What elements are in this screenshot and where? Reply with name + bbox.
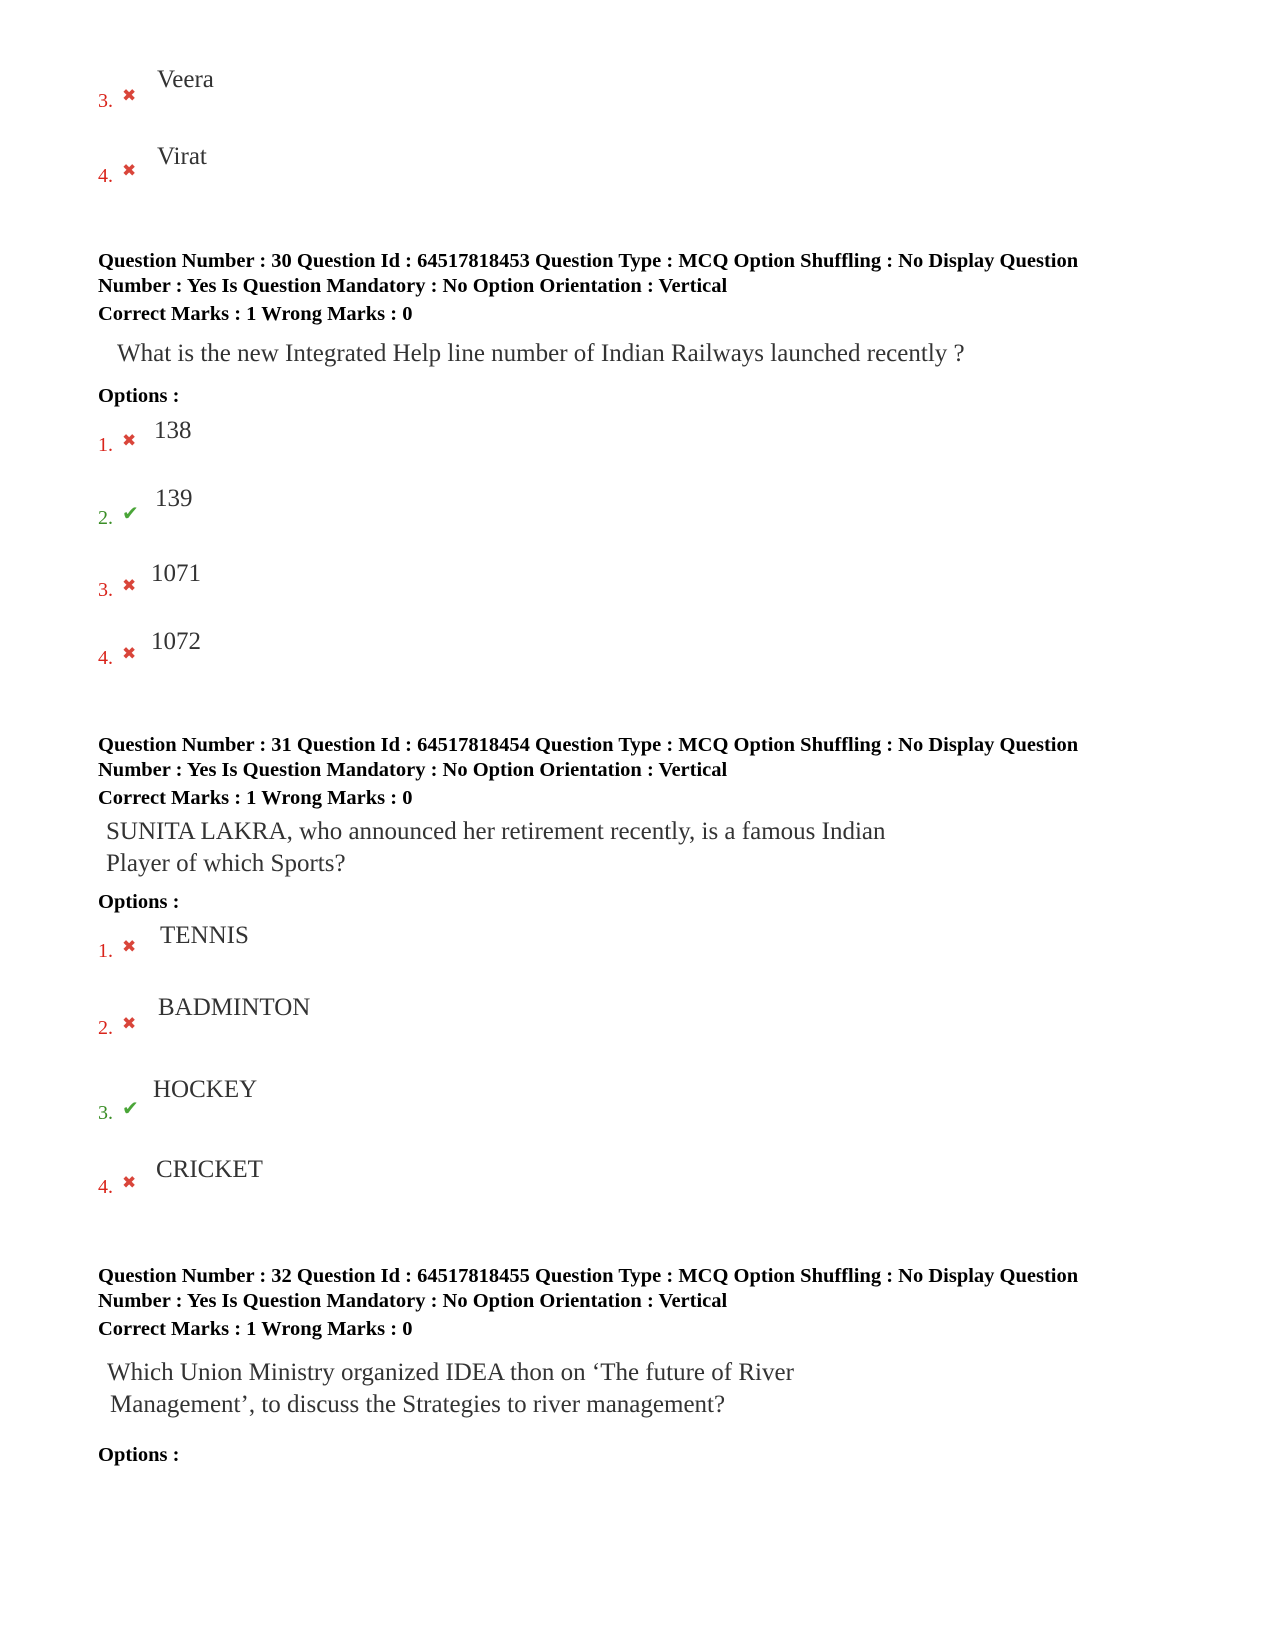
option-number: 3. (98, 90, 113, 112)
option-text: Veera (157, 66, 214, 93)
cross-icon: ✖ (122, 644, 137, 664)
cross-icon: ✖ (122, 1014, 137, 1034)
question-meta-line: Number : Yes Is Question Mandatory : No Option Orientation : Vertical (98, 759, 728, 781)
option-number: 4. (98, 165, 113, 187)
check-icon: ✔ (122, 1096, 139, 1120)
option-text: BADMINTON (158, 994, 311, 1021)
option-number: 2. (98, 1017, 113, 1039)
cross-icon: ✖ (122, 431, 137, 451)
question-text-line: Management’, to discuss the Strategies to river management? (110, 1391, 726, 1418)
option-number: 4. (98, 647, 113, 669)
option-text: 139 (155, 485, 193, 512)
question-text (107, 1357, 794, 1421)
cross-icon: ✖ (122, 576, 137, 596)
option-number: 1. (98, 434, 113, 456)
option-text: 138 (154, 417, 192, 444)
option-number: 4. (98, 1176, 113, 1198)
question-meta (98, 1264, 1078, 1314)
question-text-line: Player of which Sports? (106, 850, 346, 877)
question-meta-line: Question Number : 30 Question Id : 64517818453 Question Type : MCQ Option Shuffling : No Display Question (98, 250, 1079, 272)
option-number: 2. (98, 507, 113, 529)
cross-icon: ✖ (122, 86, 137, 106)
question-text-line: What is the new Integrated Help line number of Indian Railways launched recently ? (117, 340, 965, 367)
option-text: 1072 (151, 628, 201, 655)
cross-icon: ✖ (122, 161, 137, 181)
option-number: 3. (98, 1102, 113, 1124)
marks-info: Correct Marks : 1 Wrong Marks : 0 (98, 1318, 413, 1340)
question-text-line: Which Union Ministry organized IDEA thon on ‘The future of River (107, 1359, 794, 1386)
question-meta (98, 733, 1078, 783)
question-meta-line: Number : Yes Is Question Mandatory : No Option Orientation : Vertical (98, 275, 728, 297)
option-text: 1071 (151, 560, 201, 587)
options-label: Options : (98, 385, 180, 407)
cross-icon: ✖ (122, 1173, 137, 1193)
question-meta (98, 249, 1078, 299)
question-meta-line: Question Number : 32 Question Id : 64517818455 Question Type : MCQ Option Shuffling : No Display Question (98, 1265, 1079, 1287)
question-text-line: SUNITA LAKRA, who announced her retirement recently, is a famous Indian (106, 818, 886, 845)
option-text: TENNIS (160, 922, 249, 949)
options-label: Options : (98, 1444, 180, 1466)
marks-info: Correct Marks : 1 Wrong Marks : 0 (98, 303, 413, 325)
check-icon: ✔ (122, 501, 139, 525)
cross-icon: ✖ (122, 937, 137, 957)
option-text: Virat (157, 143, 207, 170)
question-meta-line: Number : Yes Is Question Mandatory : No Option Orientation : Vertical (98, 1290, 728, 1312)
option-text: HOCKEY (153, 1076, 258, 1103)
option-number: 3. (98, 579, 113, 601)
option-text: CRICKET (156, 1156, 263, 1183)
question-text (106, 816, 886, 880)
option-number: 1. (98, 940, 113, 962)
marks-info: Correct Marks : 1 Wrong Marks : 0 (98, 787, 413, 809)
question-meta-line: Question Number : 31 Question Id : 64517818454 Question Type : MCQ Option Shuffling : No Display Question (98, 734, 1079, 756)
question-text (117, 338, 965, 370)
options-label: Options : (98, 891, 180, 913)
